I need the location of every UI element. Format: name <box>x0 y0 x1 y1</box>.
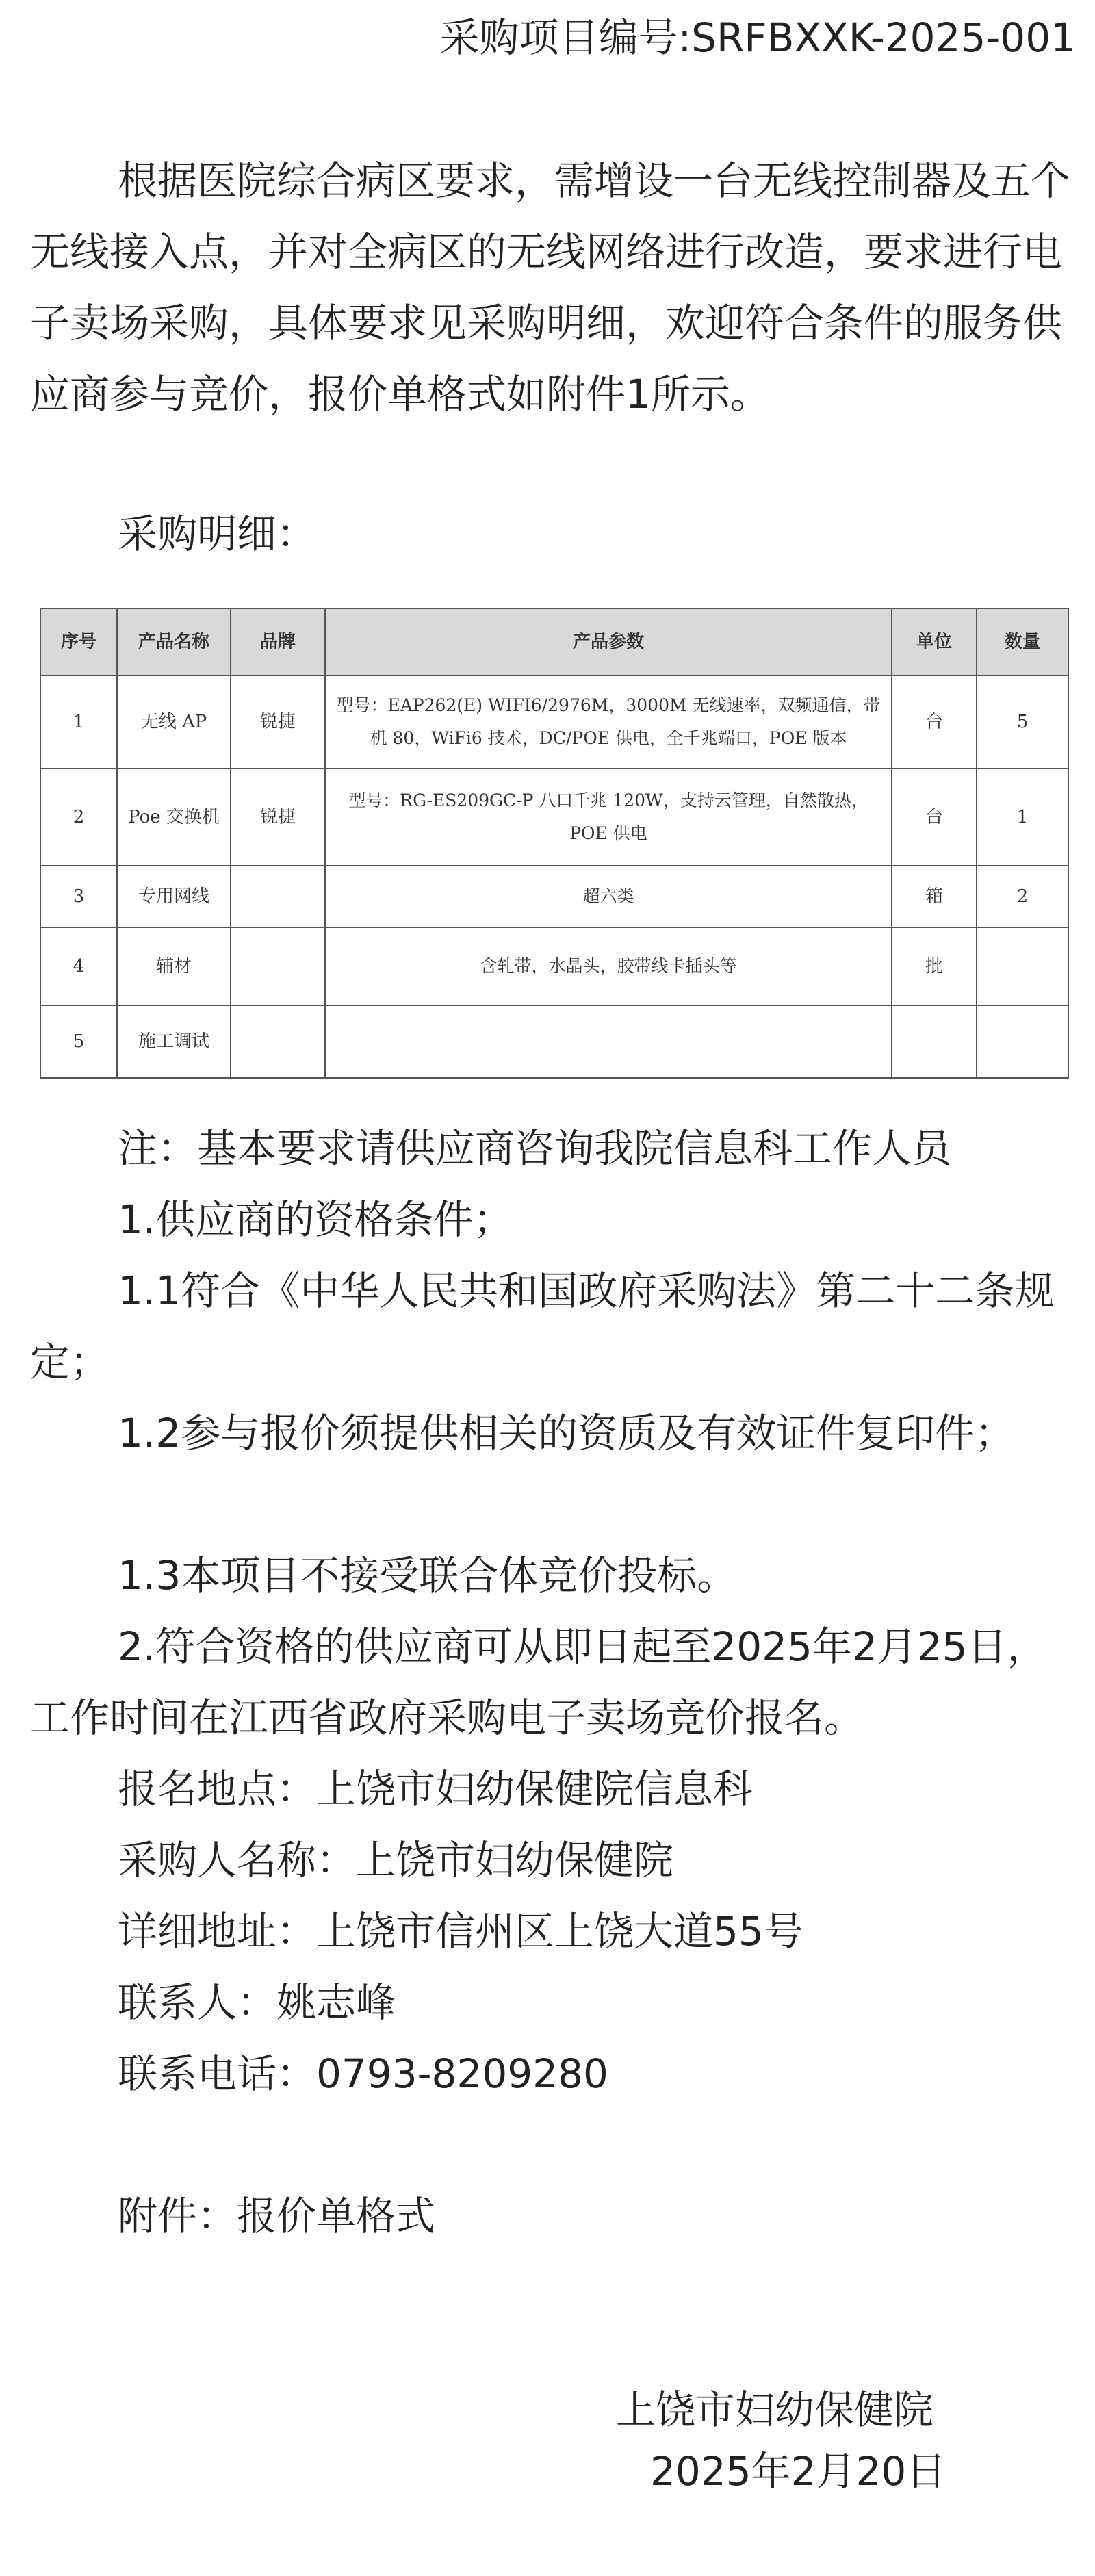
detailed-address: 详细地址：上饶市信州区上饶大道55号 <box>118 1908 803 1955</box>
cell-unit <box>892 1005 977 1078</box>
requirement-item-1-1: 1.1符合《中华人民共和国政府采购法》第二十二条规定； <box>30 1267 1055 1385</box>
cell-brand <box>231 866 325 927</box>
table-row <box>40 769 1068 866</box>
header-cell-unit: 单位 <box>892 608 977 675</box>
header-cell-name: 产品名称 <box>117 608 231 675</box>
cell-qty: 2 <box>977 866 1068 927</box>
purchaser-name: 采购人名称：上饶市妇幼保健院 <box>118 1837 674 1883</box>
header-cell-params: 产品参数 <box>325 608 892 675</box>
contact-phone: 联系电话：0793-8209280 <box>118 2050 608 2097</box>
cell-unit: 台 <box>892 675 977 769</box>
cell-unit: 台 <box>892 769 977 866</box>
cell-name: 无线 AP <box>117 675 231 769</box>
cell-unit: 批 <box>892 927 977 1005</box>
cell-name: 专用网线 <box>117 866 231 927</box>
project-number: 采购项目编号:SRFBXXK-2025-001 <box>439 14 1076 61</box>
cell-params: 型号：RG-ES209GC-P 八口千兆 120W，支持云管理，自然散热，POE 供电 <box>325 769 892 866</box>
attachment-line: 附件：报价单格式 <box>118 2193 436 2239</box>
header-cell-brand: 品牌 <box>231 608 325 675</box>
contact-person: 联系人：姚志峰 <box>118 1979 396 2026</box>
detail-heading: 采购明细： <box>118 511 317 557</box>
cell-brand <box>231 1005 325 1078</box>
cell-brand: 锐捷 <box>231 675 325 769</box>
table-header-row <box>40 608 1068 675</box>
cell-name: 施工调试 <box>117 1005 231 1078</box>
table-row <box>40 927 1068 1005</box>
table-row <box>40 1005 1068 1078</box>
requirement-item-2: 2.符合资格的供应商可从即日起至2025年2月25日，工作时间在江西省政府采购电子卖场竞价报名。 <box>30 1623 1047 1741</box>
header-cell-no: 序号 <box>40 608 117 675</box>
cell-params: 超六类 <box>325 866 892 927</box>
cell-brand: 锐捷 <box>231 769 325 866</box>
registration-location: 报名地点：上饶市妇幼保健院信息科 <box>118 1766 753 1812</box>
cell-no: 1 <box>40 675 117 769</box>
cell-params <box>325 1005 892 1078</box>
cell-qty: 5 <box>977 675 1068 769</box>
requirement-item-1-3: 1.3本项目不接受联合体竞价投标。 <box>118 1552 737 1599</box>
cell-qty <box>977 1005 1068 1078</box>
cell-name: 辅材 <box>117 927 231 1005</box>
signature-date: 2025年2月20日 <box>650 2448 946 2495</box>
intro-paragraph: 根据医院综合病区要求，需增设一台无线控制器及五个无线接入点，并对全病区的无线网络进行改造，要求进行电子卖场采购，具体要求见采购明细，欢迎符合条件的服务供应商参与竞价，报价单格式如附件1所示。 <box>30 157 1071 417</box>
header-cell-qty: 数量 <box>977 608 1068 675</box>
signature-organization: 上饶市妇幼保健院 <box>616 2386 934 2433</box>
cell-no: 3 <box>40 866 117 927</box>
cell-qty: 1 <box>977 769 1068 866</box>
cell-params: 含轧带，水晶头，胶带线卡插头等 <box>325 927 892 1005</box>
requirement-item-1-2: 1.2参与报价须提供相关的资质及有效证件复印件； <box>118 1410 1015 1456</box>
cell-params: 型号：EAP262(E) WIFI6/2976M，3000M 无线速率，双频通信，带机 80，WiFi6 技术，DC/POE 供电，全千兆端口，POE 版本 <box>325 675 892 769</box>
cell-unit: 箱 <box>892 866 977 927</box>
table-row <box>40 866 1068 927</box>
cell-no: 4 <box>40 927 117 1005</box>
requirement-item-1: 1.供应商的资格条件； <box>118 1196 513 1243</box>
table-row <box>40 675 1068 769</box>
cell-no: 2 <box>40 769 117 866</box>
note-line: 注：基本要求请供应商咨询我院信息科工作人员 <box>118 1125 952 1172</box>
procurement-table <box>40 608 1068 1079</box>
cell-no: 5 <box>40 1005 117 1078</box>
cell-qty <box>977 927 1068 1005</box>
cell-name: Poe 交换机 <box>117 769 231 866</box>
cell-brand <box>231 927 325 1005</box>
